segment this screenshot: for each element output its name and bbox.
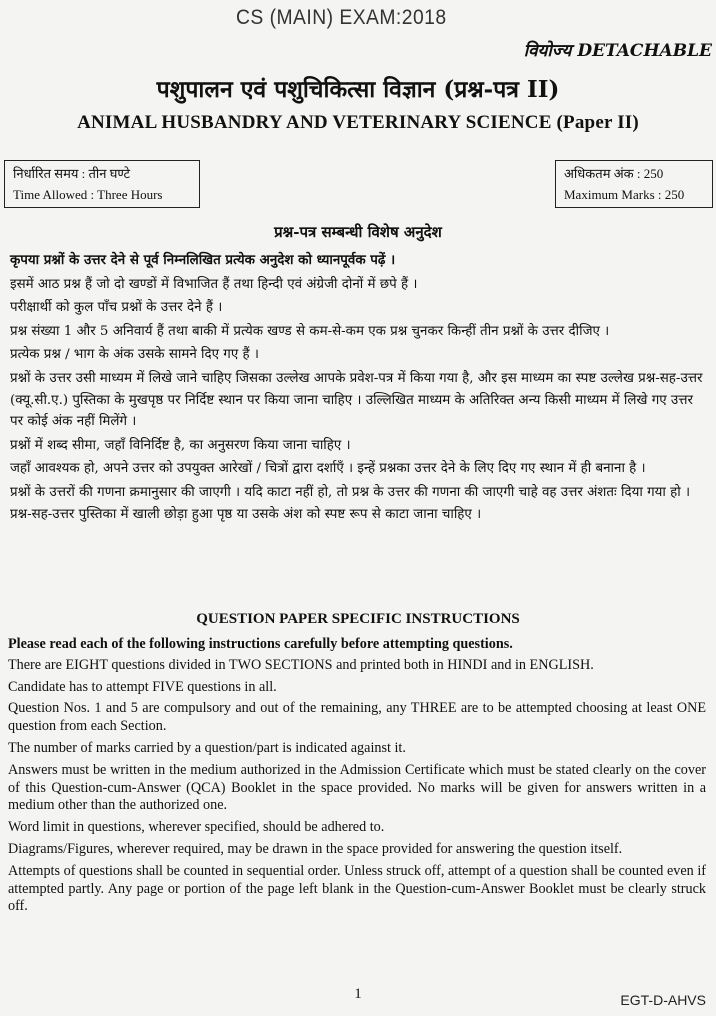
maximum-marks-english: Maximum Marks : 250 — [564, 187, 685, 202]
hindi-instructions — [10, 250, 706, 527]
english-instructions-lead: Please read each of the following instructions carefully before attempting questions. — [8, 636, 513, 652]
maximum-marks-hindi: अधिकतम अंक : 250 — [564, 166, 664, 181]
time-allowed-english: Time Allowed : Three Hours — [13, 187, 163, 202]
hindi-instruction-item: जहाँ आवश्यक हो, अपने उत्तर को उपयुक्त आरेखों / चित्रों द्वारा दर्शाएँ । इन्हें प्रश्नका उत्तर देने के लिए दिए गए स्थान में ही बनाना है । — [10, 461, 646, 477]
english-instruction-item: Attempts of questions shall be counted in sequential order. Unless struck off, attempt of a question shall be counted even if attempted partly. Any page or portion of the page left blank in the Question-cum-Answer Booklet must be clearly struck off. — [8, 862, 706, 915]
exam-stamp: CS (MAIN) EXAM:2018 — [236, 6, 447, 29]
english-instruction-item: Question Nos. 1 and 5 are compulsory and out of the remaining, any THREE are to be attempted choosing at least ONE question from each Section. — [8, 700, 706, 735]
time-allowed-box — [4, 160, 200, 208]
title-hindi: पशुपालन एवं पशुचिकित्सा विज्ञान (प्रश्न-पत्र II) — [156, 76, 560, 103]
hindi-instruction-item: प्रत्येक प्रश्न / भाग के अंक उसके सामने दिए गए हैं । — [10, 347, 259, 363]
hindi-instruction-item: इसमें आठ प्रश्न हैं जो दो खण्डों में विभाजित हैं तथा हिन्दी एवं अंग्रेजी दोनों में छपे हैं । — [10, 276, 418, 292]
hindi-instructions-lead: कृपया प्रश्नों के उत्तर देने से पूर्व निम्नलिखित प्रत्येक अनुदेश को ध्यानपूर्वक पढ़ें । — [10, 252, 396, 268]
english-instruction-item: There are EIGHT questions divided in TWO SECTIONS and printed both in HINDI and in ENGLISH. — [8, 656, 594, 673]
english-instruction-item: The number of marks carried by a question/part is indicated against it. — [8, 739, 406, 756]
time-allowed-hindi: निर्धारित समय : तीन घण्टे — [13, 166, 131, 181]
paper-code: EGT-D-AHVS — [620, 992, 706, 1008]
title-english: ANIMAL HUSBANDRY AND VETERINARY SCIENCE (Paper II) — [77, 112, 639, 133]
maximum-marks-box — [555, 160, 713, 208]
page-number: 1 — [354, 986, 362, 1002]
hindi-instruction-item: प्रश्न संख्या 1 और 5 अनिवार्य हैं तथा बाकी में प्रत्येक खण्ड से कम-से-कम एक प्रश्न चुनकर किन्हीं तीन प्रश्नों के उत्तर दीजिए । — [10, 323, 610, 339]
hindi-instruction-item: प्रश्नों के उत्तरों की गणना क्रमानुसार की जाएगी । यदि काटा नहीं हो, तो प्रश्न के उत्तर की गणना की जाएगी चाहे वह उत्तर अंशतः दिया गया हो । प्रश्न-सह-उत्तर पुस्तिका में खाली छोड़ा हुआ पृष्ठ या उसके अंश को स्पष्ट रूप से काटा जाना चाहिए । — [10, 484, 691, 522]
detachable-label: वियोज्य DETACHABLE — [523, 41, 712, 61]
english-instruction-item: Candidate has to attempt FIVE questions in all. — [8, 678, 277, 695]
hindi-instruction-item: प्रश्नों के उत्तर उसी माध्यम में लिखे जाने चाहिए जिसका उल्लेख आपके प्रवेश-पत्र में किया गया है, और इस माध्यम का स्पष्ट उल्लेख प्रश्न-सह-उत्तर (क्यू.सी.ए.) पुस्तिका के मुखपृष्ठ पर निर्दिष्ट स्थान पर किया जाना चाहिए । उल्लिखित माध्यम के अतिरिक्त अन्य किसी माध्यम में लिखे गए उत्तर पर कोई अंक नहीं मिलेंगे । — [10, 370, 703, 430]
english-instructions — [8, 636, 706, 920]
english-instruction-item: Word limit in questions, wherever specified, should be adhered to. — [8, 819, 385, 836]
hindi-instruction-item: परीक्षार्थी को कुल पाँच प्रश्नों के उत्तर देने हैं । — [10, 300, 223, 316]
hindi-instruction-item: प्रश्नों में शब्द सीमा, जहाँ विनिर्दिष्ट है, का अनुसरण किया जाना चाहिए । — [10, 437, 351, 453]
hindi-instructions-heading: प्रश्न-पत्र सम्बन्धी विशेष अनुदेश — [274, 223, 442, 241]
english-instruction-item: Answers must be written in the medium authorized in the Admission Certificate which must be stated clearly on the cover of this Question-cum-Answer (QCA) Booklet in the space provided. No marks will be given for answers written in a medium other than the authorized one. — [8, 761, 706, 814]
english-instruction-item: Diagrams/Figures, wherever required, may be drawn in the space provided for answering the question itself. — [8, 840, 623, 857]
english-instructions-heading: QUESTION PAPER SPECIFIC INSTRUCTIONS — [196, 611, 520, 627]
